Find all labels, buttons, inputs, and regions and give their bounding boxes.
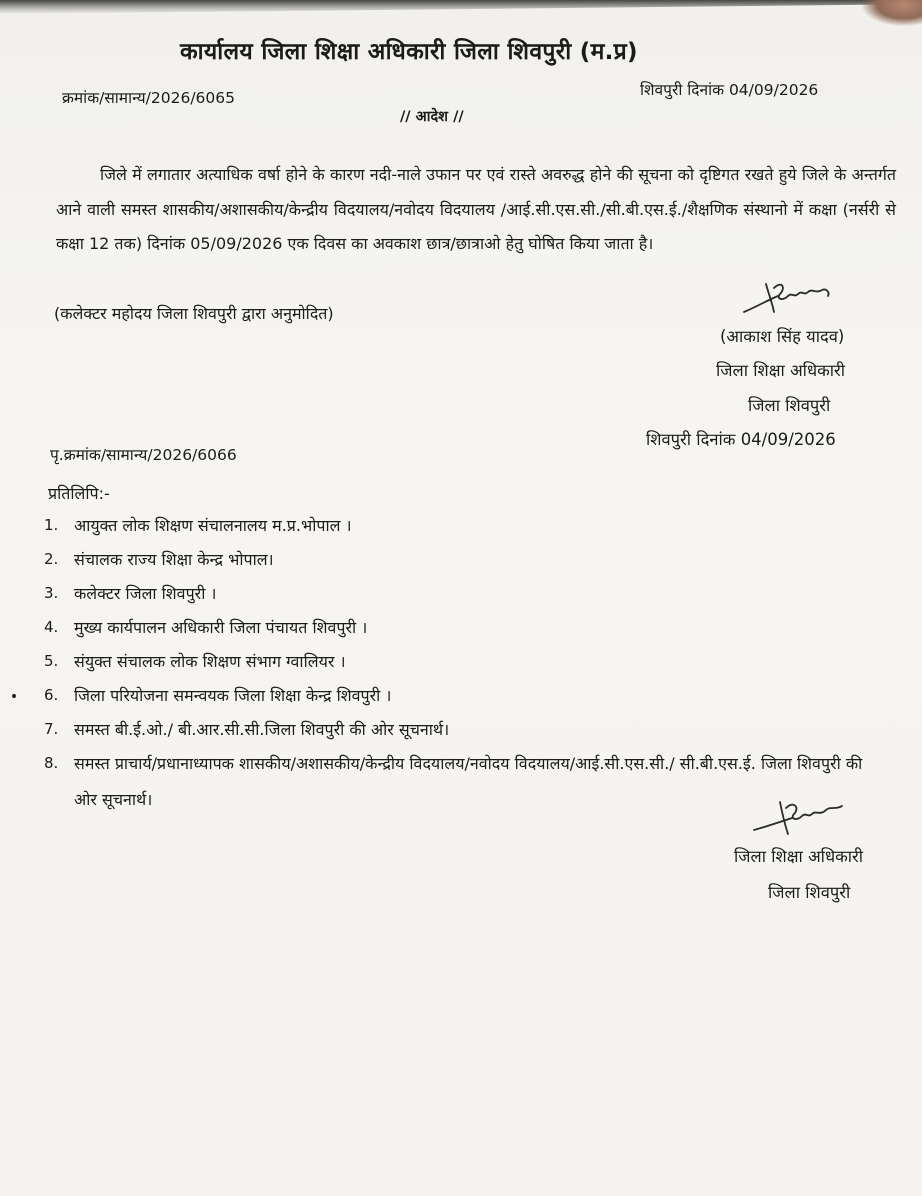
office-title: कार्यालय जिला शिक्षा अधिकारी जिला शिवपुरी (म.प्र) (180, 39, 638, 65)
list-item-text: मुख्य कार्यपालन अधिकारी जिला पंचायत शिवपुरी । (74, 618, 368, 637)
list-item-number: 3. (44, 584, 59, 602)
list-item (44, 646, 904, 680)
list-item (44, 680, 904, 714)
signatory-district: जिला शिवपुरी (748, 396, 831, 415)
list-item-number: 2. (44, 550, 59, 568)
copy-list (44, 510, 904, 826)
footer-signatory-district: जिला शिवपुरी (768, 883, 851, 902)
approval-note: (कलेक्टर महोदय जिला शिवपुरी द्वारा अनुमोदित) (54, 304, 334, 323)
order-place-date: शिवपुरी दिनांक 04/09/2026 (640, 81, 819, 99)
list-item (44, 510, 904, 544)
list-item-number: 6. (44, 686, 59, 704)
signatory-name: (आकाश सिंह यादव) (720, 327, 845, 346)
list-item-number: 7. (44, 720, 59, 738)
signature-icon (750, 796, 850, 840)
list-item-text: समस्त बी.ई.ओ./ बी.आर.सी.सी.जिला शिवपुरी की ओर सूचनार्थ। (74, 720, 450, 739)
list-item (44, 714, 904, 748)
list-item-text: कलेक्टर जिला शिवपुरी । (74, 584, 217, 603)
list-item-text: संचालक राज्य शिक्षा केन्द्र भोपाल। (74, 550, 274, 569)
copy-reference: पृ.क्रमांक/सामान्य/2026/6066 (50, 446, 237, 464)
signatory-place-date: शिवपुरी दिनांक 04/09/2026 (646, 430, 836, 449)
list-item-text: समस्त प्राचार्य/प्रधानाध्यापक शासकीय/अशासकीय/केन्द्रीय विदयालय/नवोदय विदयालय/आई.सी.एस.सी./ सी.बी.एस.ई. जिला शिवपुरी की ओर सूचनार्थ। (74, 754, 863, 809)
signatory-designation: जिला शिक्षा अधिकारी (716, 361, 846, 380)
list-item-number: 8. (44, 754, 59, 772)
list-item (44, 612, 904, 646)
footer-signatory-designation: जिला शिक्षा अधिकारी (734, 847, 864, 866)
list-item-text: आयुक्त लोक शिक्षण संचालनालय म.प्र.भोपाल । (74, 516, 352, 535)
list-item-text: जिला परियोजना समन्वयक जिला शिक्षा केन्द्र शिवपुरी । (74, 686, 392, 705)
list-item-number: 4. (44, 618, 59, 636)
list-item-number: 5. (44, 652, 59, 670)
list-item (44, 578, 904, 612)
photo-edge-shadow (0, 0, 922, 14)
order-body: जिले में लगातार अत्याधिक वर्षा होने के कारण नदी-नाले उफान पर एवं रास्ते अवरुद्ध होने की सूचना को दृष्टिगत रखते हुये जिले के अन्तर्गत आने वाली समस्त शासकीय/अशासकीय/केन्द्रीय विदयालय/नवोदय विदयालय /आई.सी.एस.सी./सी.बी.एस.ई./शैक्षणिक संस्थानो में कक्षा (नर्सरी से कक्षा 12 तक) दिनांक 05/09/2026 एक दिवस का अवकाश छात्र/छात्राओ हेतु घोषित किया जाता है। (56, 165, 896, 253)
stray-ink-dot (12, 694, 16, 698)
list-item-number: 1. (44, 516, 59, 534)
list-item-text: संयुक्त संचालक लोक शिक्षण संभाग ग्वालियर । (74, 652, 346, 671)
photo-corner-artifact (862, 0, 922, 26)
copy-label: प्रतिलिपि:- (48, 484, 110, 503)
order-heading: // आदेश // (400, 109, 464, 125)
list-item (44, 544, 904, 578)
signature-icon (738, 276, 838, 320)
order-reference: क्रमांक/सामान्य/2026/6065 (62, 89, 235, 107)
